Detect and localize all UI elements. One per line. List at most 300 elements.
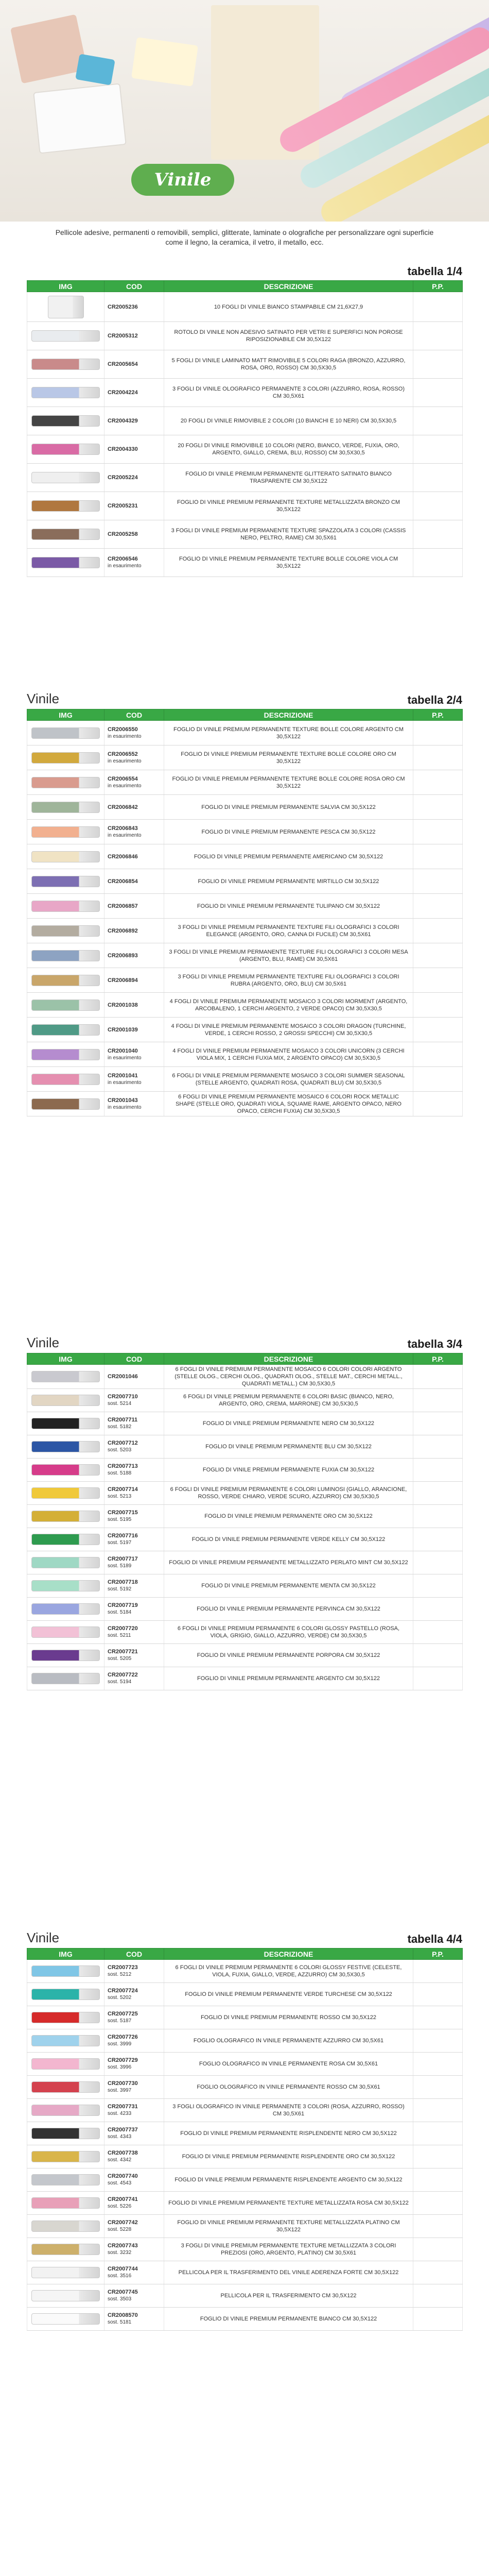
product-table: [27, 280, 463, 577]
product-thumbnail: [31, 1650, 100, 1661]
product-price-cell: [413, 1667, 463, 1690]
product-code: CR2001041: [108, 1072, 138, 1079]
product-code-note: in esaurimento: [108, 733, 142, 739]
product-description: 6 FOGLI DI VINILE PREMIUM PERMANENTE 6 COLORI BASIC (BIANCO, NERO, ARGENTO, ORO, CREMA, MARRONE) CM 30,5X30,5: [164, 1389, 413, 1412]
product-code-note: sost. 5194: [108, 1679, 132, 1685]
product-code-note: sost. 3999: [108, 2041, 132, 2047]
table-row: [27, 1459, 463, 1482]
table-row: [27, 2076, 463, 2099]
product-code-cell: [104, 1067, 164, 1092]
product-code: CR2007721: [108, 1649, 138, 1655]
header-descrizione: DESCRIZIONE: [164, 1948, 413, 1960]
product-code-note: in esaurimento: [108, 563, 142, 569]
table-row: [27, 2145, 463, 2168]
product-image-cell: [27, 350, 104, 379]
product-description: 4 FOGLI DI VINILE PREMIUM PERMANENTE MOSAICO 3 COLORI DRAGON (TURCHINE, VERDE, 1 CERCHI ROSSO, 2 GROSSI SPECCHI) CM 30,5X30,5: [164, 1018, 413, 1042]
product-code-cell: [104, 2168, 164, 2192]
product-description: FOGLIO DI VINILE PREMIUM PERMANENTE ORO CM 30,5X122: [164, 1505, 413, 1528]
table-row: [27, 968, 463, 993]
product-code-cell: [104, 1365, 164, 1389]
product-thumbnail: [31, 1965, 100, 1977]
product-thumbnail: [31, 1418, 100, 1429]
product-image-cell: [27, 894, 104, 919]
product-code: CR2007740: [108, 2173, 138, 2179]
product-description: FOGLIO DI VINILE PREMIUM PERMANENTE BLU CM 30,5X122: [164, 1435, 413, 1459]
product-code-note: sost. 5212: [108, 1972, 132, 1977]
table-row: [27, 745, 463, 770]
product-code-note: in esaurimento: [108, 1079, 142, 1086]
product-description: FOGLIO DI VINILE PREMIUM PERMANENTE FUXIA CM 30,5X122: [164, 1459, 413, 1482]
product-image-cell: [27, 2145, 104, 2168]
product-code-note: sost. 4233: [108, 2111, 132, 2116]
product-code-cell: [104, 894, 164, 919]
product-image-cell: [27, 2099, 104, 2122]
product-code-note: sost. 4343: [108, 2134, 132, 2140]
product-description: FOGLIO DI VINILE PREMIUM PERMANENTE TEXTURE METALLIZZATA ROSA CM 30,5X122: [164, 2192, 413, 2215]
product-price-cell: [413, 1459, 463, 1482]
product-code: CR2007713: [108, 1463, 138, 1469]
product-code-cell: [104, 1667, 164, 1690]
product-description: FOGLIO OLOGRAFICO IN VINILE PERMANENTE AZZURRO CM 30,5X61: [164, 2029, 413, 2053]
product-code-cell: [104, 2215, 164, 2238]
product-description: 6 FOGLI DI VINILE PREMIUM PERMANENTE 6 COLORI LUMINOSI (GIALLO, ARANCIONE, ROSSO, VERDE CHIARO, VERDE SCURO, AZZURRO) CM 30,5X30,5: [164, 1482, 413, 1505]
header-img: IMG: [27, 1353, 104, 1365]
product-image-cell: [27, 2308, 104, 2331]
product-image-cell: [27, 1482, 104, 1505]
product-code: CR2007743: [108, 2243, 138, 2249]
table-row: [27, 435, 463, 464]
product-image-cell: [27, 770, 104, 795]
product-price-cell: [413, 407, 463, 435]
header-descrizione: DESCRIZIONE: [164, 281, 413, 292]
product-code-note: sost. 5182: [108, 1424, 132, 1430]
hero-banner: [0, 0, 489, 222]
product-price-cell: [413, 721, 463, 745]
product-price-cell: [413, 1412, 463, 1435]
product-thumbnail: [31, 851, 100, 862]
table-row: [27, 1667, 463, 1690]
product-thumbnail: [31, 1989, 100, 2000]
product-code-cell: [104, 292, 164, 322]
product-image-cell: [27, 1018, 104, 1042]
product-code-note: sost. 5203: [108, 1447, 132, 1453]
product-code: CR2007731: [108, 2104, 138, 2110]
product-thumbnail: [31, 2128, 100, 2139]
product-thumbnail: [31, 2012, 100, 2023]
product-code: CR2005231: [108, 503, 138, 509]
table-row: [27, 1983, 463, 2006]
product-code-note: in esaurimento: [108, 1055, 142, 1061]
product-thumbnail: [31, 1098, 100, 1110]
product-price-cell: [413, 1960, 463, 1983]
hero-decor-card: [33, 83, 127, 154]
product-thumbnail: [31, 876, 100, 887]
table-row: [27, 2053, 463, 2076]
header-cod: COD: [104, 1948, 164, 1960]
product-price-cell: [413, 770, 463, 795]
header-img: IMG: [27, 709, 104, 721]
product-code: CR2007726: [108, 2034, 138, 2040]
product-image-cell: [27, 1528, 104, 1551]
product-price-cell: [413, 968, 463, 993]
product-description: FOGLIO DI VINILE PREMIUM PERMANENTE TEXTURE BOLLE COLORE VIOLA CM 30,5X122: [164, 549, 413, 577]
product-price-cell: [413, 2006, 463, 2029]
product-price-cell: [413, 292, 463, 322]
product-description: FOGLIO OLOGRAFICO IN VINILE PERMANENTE ROSA CM 30,5X61: [164, 2053, 413, 2076]
product-thumbnail: [31, 1464, 100, 1476]
product-code: CR2007744: [108, 2266, 138, 2272]
product-thumbnail: [31, 472, 100, 483]
table-row: [27, 407, 463, 435]
product-code-note: sost. 5211: [108, 1633, 131, 1638]
product-price-cell: [413, 844, 463, 869]
product-image-cell: [27, 721, 104, 745]
product-thumbnail: [31, 1673, 100, 1684]
product-code: CR2007710: [108, 1394, 138, 1400]
table-row: [27, 1960, 463, 1983]
product-code: CR2001040: [108, 1047, 138, 1054]
product-code-note: sost. 5228: [108, 2227, 132, 2232]
product-code: CR2005312: [108, 333, 138, 339]
header-cod: COD: [104, 709, 164, 721]
product-thumbnail: [31, 1580, 100, 1591]
product-price-cell: [413, 2145, 463, 2168]
product-thumbnail: [31, 950, 100, 961]
product-description: FOGLIO DI VINILE PREMIUM PERMANENTE METALLIZZATO PERLATO MINT CM 30,5X122: [164, 1551, 413, 1574]
product-code-cell: [104, 1983, 164, 2006]
product-price-cell: [413, 1067, 463, 1092]
hero-title: Vinile: [131, 164, 234, 196]
product-code-cell: [104, 2076, 164, 2099]
product-code-cell: [104, 919, 164, 943]
product-code: CR2006843: [108, 825, 138, 832]
product-code: CR2007745: [108, 2289, 138, 2295]
product-thumbnail: [31, 529, 100, 540]
table-row: [27, 894, 463, 919]
table-row: [27, 379, 463, 407]
product-image-cell: [27, 1067, 104, 1092]
product-price-cell: [413, 1435, 463, 1459]
product-thumbnail: [31, 557, 100, 568]
product-thumbnail: [31, 1487, 100, 1499]
product-code: CR2006854: [108, 878, 138, 885]
table-row: [27, 549, 463, 577]
product-code: CR2007730: [108, 2080, 138, 2087]
product-code: CR2007724: [108, 1988, 138, 1994]
product-code: CR2006550: [108, 726, 138, 733]
product-code-cell: [104, 407, 164, 435]
product-thumbnail: [31, 2105, 100, 2116]
product-code-cell: [104, 968, 164, 993]
product-price-cell: [413, 869, 463, 894]
product-image-cell: [27, 1960, 104, 1983]
product-price-cell: [413, 1018, 463, 1042]
product-image-cell: [27, 1042, 104, 1067]
product-thumbnail: [31, 1049, 100, 1060]
hero-decor-tag: [75, 54, 115, 85]
product-code-cell: [104, 1412, 164, 1435]
product-image-cell: [27, 745, 104, 770]
table-row: [27, 1389, 463, 1412]
product-code-cell: [104, 2006, 164, 2029]
product-code: CR2007714: [108, 1486, 138, 1493]
product-code-cell: [104, 844, 164, 869]
product-code-note: sost. 4342: [108, 2157, 132, 2163]
product-description: FOGLIO DI VINILE PREMIUM PERMANENTE AMERICANO CM 30,5X122: [164, 844, 413, 869]
product-code-cell: [104, 1644, 164, 1667]
product-code-cell: [104, 795, 164, 820]
product-price-cell: [413, 549, 463, 577]
product-thumbnail: [31, 777, 100, 788]
table-row: [27, 520, 463, 549]
product-price-cell: [413, 1574, 463, 1598]
product-image-cell: [27, 1983, 104, 2006]
product-description: PELLICOLA PER IL TRASFERIMENTO DEL VINILE ADERENZA FORTE CM 30,5X122: [164, 2261, 413, 2284]
product-image-cell: [27, 492, 104, 520]
product-image-cell: [27, 2238, 104, 2261]
table-header-row: [27, 1948, 463, 1960]
product-code: CR2007716: [108, 1533, 138, 1539]
product-code-cell: [104, 869, 164, 894]
product-thumbnail: [31, 444, 100, 455]
product-code-note: in esaurimento: [108, 832, 142, 838]
product-price-cell: [413, 820, 463, 844]
product-code: CR2004329: [108, 418, 138, 424]
product-thumbnail: [31, 1024, 100, 1036]
product-thumbnail: [31, 1074, 100, 1085]
section-table-2: [27, 690, 462, 1116]
product-thumbnail: [31, 2081, 100, 2093]
header-pp: P.P.: [413, 709, 463, 721]
product-description: FOGLIO OLOGRAFICO IN VINILE PERMANENTE ROSSO CM 30,5X61: [164, 2076, 413, 2099]
table-row: [27, 1528, 463, 1551]
product-image-cell: [27, 820, 104, 844]
product-description: FOGLIO DI VINILE PREMIUM PERMANENTE ARGENTO CM 30,5X122: [164, 1667, 413, 1690]
product-code-cell: [104, 1505, 164, 1528]
product-thumbnail: [48, 296, 84, 318]
product-code: CR2007718: [108, 1579, 138, 1585]
product-thumbnail: [31, 1626, 100, 1638]
product-price-cell: [413, 894, 463, 919]
product-image-cell: [27, 795, 104, 820]
product-image-cell: [27, 1574, 104, 1598]
product-code: CR2007719: [108, 1602, 138, 1608]
product-code: CR2007723: [108, 1964, 138, 1971]
product-description: 4 FOGLI DI VINILE PREMIUM PERMANENTE MOSAICO 3 COLORI MORMENT (ARGENTO, ARCOBALENO, 1 CERCHI ARGENTO, 2 VERDE OPACO) CM 30,5X30,5: [164, 993, 413, 1018]
product-code: CR2004330: [108, 446, 138, 452]
product-code: CR2006892: [108, 927, 138, 934]
product-image-cell: [27, 2261, 104, 2284]
product-image-cell: [27, 379, 104, 407]
product-description: ROTOLO DI VINILE NON ADESIVO SATINATO PER VETRI E SUPERFICI NON POROSE RIPOSIZIONABILE CM 30,5X122: [164, 322, 413, 350]
table-row: [27, 2006, 463, 2029]
table-row: [27, 943, 463, 968]
table-row: [27, 770, 463, 795]
product-code-cell: [104, 2053, 164, 2076]
product-description: FOGLIO DI VINILE PREMIUM PERMANENTE TEXTURE METALLIZZATA BRONZO CM 30,5X122: [164, 492, 413, 520]
product-price-cell: [413, 520, 463, 549]
product-code-note: sost. 5188: [108, 1470, 132, 1476]
section-header: [27, 262, 462, 278]
product-code-cell: [104, 1598, 164, 1621]
product-description: PELLICOLA PER IL TRASFERIMENTO CM 30,5X122: [164, 2284, 413, 2308]
table-row: [27, 2029, 463, 2053]
product-code-cell: [104, 520, 164, 549]
product-image-cell: [27, 2053, 104, 2076]
table-row: [27, 1067, 463, 1092]
product-thumbnail: [31, 826, 100, 838]
product-table: [27, 1353, 463, 1690]
product-description: FOGLIO DI VINILE PREMIUM PERMANENTE TEXTURE METALLIZZATA PLATINO CM 30,5X122: [164, 2215, 413, 2238]
table-row: [27, 2238, 463, 2261]
product-image-cell: [27, 1598, 104, 1621]
table-header-row: [27, 281, 463, 292]
product-code: CR2006842: [108, 804, 138, 810]
product-image-cell: [27, 968, 104, 993]
table-row: [27, 721, 463, 745]
product-description: 3 FOGLI DI VINILE PREMIUM PERMANENTE TEXTURE SPAZZOLATA 3 COLORI (CASSIS NERO, PELTRO, RAME) CM 30,5X61: [164, 520, 413, 549]
product-image-cell: [27, 1505, 104, 1528]
table-header-row: [27, 1353, 463, 1365]
table-row: [27, 2215, 463, 2238]
product-code: CR2007725: [108, 2011, 138, 2017]
product-description: FOGLIO DI VINILE PREMIUM PERMANENTE PERVINCA CM 30,5X122: [164, 1598, 413, 1621]
product-code-cell: [104, 1551, 164, 1574]
product-description: FOGLIO DI VINILE PREMIUM PERMANENTE MENTA CM 30,5X122: [164, 1574, 413, 1598]
product-code: CR2007717: [108, 1556, 138, 1562]
product-description: FOGLIO DI VINILE PREMIUM PERMANENTE TEXTURE BOLLE COLORE ARGENTO CM 30,5X122: [164, 721, 413, 745]
product-code-cell: [104, 1459, 164, 1482]
product-code: CR2001039: [108, 1026, 138, 1033]
product-image-cell: [27, 2284, 104, 2308]
product-price-cell: [413, 993, 463, 1018]
product-image-cell: [27, 2006, 104, 2029]
product-code: CR2007711: [108, 1417, 138, 1423]
product-code-cell: [104, 745, 164, 770]
product-code: CR2005236: [108, 303, 138, 310]
product-price-cell: [413, 943, 463, 968]
product-description: FOGLIO DI VINILE PREMIUM PERMANENTE VERDE KELLY CM 30,5X122: [164, 1528, 413, 1551]
product-code-cell: [104, 2238, 164, 2261]
table-row: [27, 1435, 463, 1459]
product-table: [27, 709, 463, 1116]
header-cod: COD: [104, 281, 164, 292]
product-description: 20 FOGLI DI VINILE RIMOVIBILE 10 COLORI (NERO, BIANCO, VERDE, FUXIA, ORO, ARGENTO, GIALLO, CREMA, BLU, ROSSO) CM 30,5X30,5: [164, 435, 413, 464]
product-code: CR2007722: [108, 1672, 138, 1678]
product-code-cell: [104, 1960, 164, 1983]
product-code-cell: [104, 1482, 164, 1505]
table-row: [27, 820, 463, 844]
product-thumbnail: [31, 901, 100, 912]
product-code-note: in esaurimento: [108, 758, 142, 764]
product-price-cell: [413, 745, 463, 770]
product-description: FOGLIO DI VINILE PREMIUM PERMANENTE MIRTILLO CM 30,5X122: [164, 869, 413, 894]
header-img: IMG: [27, 1948, 104, 1960]
product-thumbnail: [31, 1395, 100, 1406]
product-description: 20 FOGLI DI VINILE RIMOVIBILE 2 COLORI (10 BIANCHI E 10 NERI) CM 30,5X30,5: [164, 407, 413, 435]
product-code-note: sost. 5202: [108, 1995, 132, 2001]
product-price-cell: [413, 2053, 463, 2076]
product-thumbnail: [31, 1557, 100, 1568]
product-thumbnail: [31, 330, 100, 342]
product-price-cell: [413, 1621, 463, 1644]
hero-decor-sheet: [131, 37, 198, 87]
product-code: CR2001043: [108, 1097, 138, 1104]
product-price-cell: [413, 1983, 463, 2006]
header-pp: P.P.: [413, 1948, 463, 1960]
product-code: CR2006546: [108, 556, 138, 562]
table-row: [27, 2308, 463, 2331]
product-price-cell: [413, 2308, 463, 2331]
product-code-cell: [104, 1042, 164, 1067]
table-row: [27, 1412, 463, 1435]
product-description: FOGLIO DI VINILE PREMIUM PERMANENTE TEXTURE BOLLE COLORE ROSA ORO CM 30,5X122: [164, 770, 413, 795]
product-image-cell: [27, 1459, 104, 1482]
product-description: FOGLIO DI VINILE PREMIUM PERMANENTE GLITTERATO SATINATO BIANCO TRASPARENTE CM 30,5X122: [164, 464, 413, 492]
product-price-cell: [413, 350, 463, 379]
product-price-cell: [413, 492, 463, 520]
product-code-note: in esaurimento: [108, 1104, 142, 1110]
product-description: 6 FOGLI DI VINILE PREMIUM PERMANENTE MOSAICO 6 COLORI ROCK METALLIC SHAPE (STELLE ORO, QUADRATI VIOLA, SQUAME RAME, ARGENTO OPACO, NERO OPACO, CERCHI FUXIA) CM 30,5X30,5: [164, 1092, 413, 1116]
section-table-3: [27, 1334, 462, 1690]
header-pp: P.P.: [413, 1353, 463, 1365]
product-code-cell: [104, 1528, 164, 1551]
product-price-cell: [413, 2168, 463, 2192]
section-brand: Vinile: [27, 1335, 60, 1350]
product-price-cell: [413, 1042, 463, 1067]
product-image-cell: [27, 1667, 104, 1690]
table-row: [27, 1505, 463, 1528]
product-image-cell: [27, 464, 104, 492]
product-description: 4 FOGLI DI VINILE PREMIUM PERMANENTE MOSAICO 3 COLORI UNICORN (3 CERCHI VIOLA MIX, 1 CERCHI FUXIA MIX, 2 ARGENTO OPACO) CM 30,5X30,5: [164, 1042, 413, 1067]
product-image-cell: [27, 869, 104, 894]
product-image-cell: [27, 2168, 104, 2192]
product-price-cell: [413, 1482, 463, 1505]
product-description: FOGLIO DI VINILE PREMIUM PERMANENTE ROSSO CM 30,5X122: [164, 2006, 413, 2029]
product-code: CR2001046: [108, 1374, 138, 1380]
product-thumbnail: [31, 2313, 100, 2325]
product-price-cell: [413, 322, 463, 350]
header-cod: COD: [104, 1353, 164, 1365]
table-row: [27, 844, 463, 869]
product-image-cell: [27, 1389, 104, 1412]
product-thumbnail: [31, 387, 100, 398]
product-price-cell: [413, 379, 463, 407]
product-table: [27, 1948, 463, 2331]
table-label: tabella 3/4: [407, 1337, 462, 1350]
product-image-cell: [27, 1092, 104, 1116]
section-brand: Vinile: [27, 1930, 60, 1945]
product-code-cell: [104, 2192, 164, 2215]
product-image-cell: [27, 2122, 104, 2145]
product-price-cell: [413, 1389, 463, 1412]
product-code-note: sost. 5189: [108, 1563, 132, 1569]
product-image-cell: [27, 1621, 104, 1644]
product-code-cell: [104, 770, 164, 795]
product-thumbnail: [31, 359, 100, 370]
table-row: [27, 1644, 463, 1667]
product-code: CR2006552: [108, 751, 138, 757]
product-code-cell: [104, 2308, 164, 2331]
section-header: [27, 1929, 462, 1946]
product-description: 6 FOGLI DI VINILE PREMIUM PERMANENTE 6 COLORI GLOSSY FESTIVE (CELESTE, VIOLA, FUXIA, GIALLO, VERDE, AZZURRO) CM 30,5X30,5: [164, 1960, 413, 1983]
product-thumbnail: [31, 727, 100, 739]
product-code: CR2008570: [108, 2312, 138, 2318]
product-code-note: sost. 4543: [108, 2180, 132, 2186]
product-thumbnail: [31, 2197, 100, 2209]
product-price-cell: [413, 2192, 463, 2215]
product-image-cell: [27, 993, 104, 1018]
